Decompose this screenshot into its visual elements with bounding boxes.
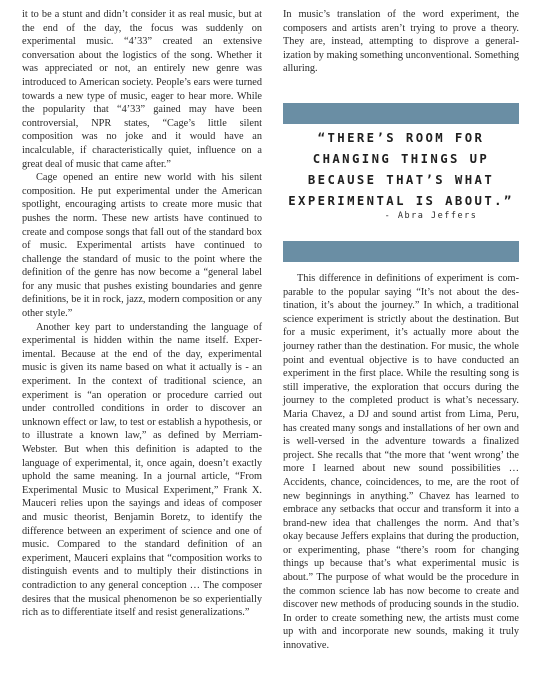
pull-quote-text [283,124,519,212]
pull-quote-line: “THERE’S ROOM FOR [317,131,485,145]
right-body-column [283,272,519,653]
pull-quote-line: CHANGING THINGS UP [312,152,490,166]
body-paragraph: it to be a stunt and didn’t consider it as real music, but at the end of the day, the focus was suddenly on experimental music. “4’33” created an extensive conversation about the logistics of the song. Whether it was appreciated or not, an entirely new genre was introduced to American society. People’s ears were turned towards a new type of music, eager to hear more. While the popularity that “4’33” gained may have been controversial, NPR states, “Cage’s little silent composition was no joke and it would have an incalculable, if characteristically quiet, influence on a great deal of music that came after.” [22,9,262,170]
left-text-column [22,8,262,620]
pull-quote-top-bar [283,103,519,124]
pull-quote-attribution: - Abra Jeffers [384,211,478,221]
body-paragraph: This difference in definitions of experiment is comparable to the popular saying “It’s not about the destination, it’s about the journey.” In which, a traditional science experiment is strictly about the destination. But for a music experiment, it’s actually more about the journey rather than the destination. For music, the whole point and eventual objective is to have conducted an experiment in the first place. While the resulting song is still imperative, the exploration that occurs during the journey to the completed product is what’s necessary. Maria Chavez, a DJ and sound artist from Lima, Peru, has created many songs and installations of her own and is well-versed in the adventure towards a finalized project. She recalls that “the more that ‘went wrong’ the more I learned about new sound possibilities … Accidents, chance, coincidences, to me, are the root of new beginnings in anything.” Chavez has learned to embrace any setbacks that occur and transform it into a brand-new idea that challenges the norm. And that’s okay because Jeffers explains that during the production, or experimenting, phase “there’s room for changing things up because that’s what experimental music is about.” The purpose of what would be the procedure in the common science lab has now become to create and discover new methods of producing sounds in the studio. In order to create something new, the artists must come up with and incorporate new sounds, making it truly innovative. [283,273,519,652]
pull-quote [283,124,519,241]
pull-quote-bottom-bar [283,241,519,262]
pull-quote-line: BECAUSE THAT’S WHAT [307,173,495,187]
body-paragraph: In music’s translation of the word experiment, the composers and artists aren’t trying to prove a theory. They are, instead, attempting to disprove a generalization by making something unconventional. Something alluring. [283,9,519,75]
right-intro-column [283,8,519,76]
body-paragraph: Another key part to understanding the language of experimental is hidden within the name itself. Experimental. Because at the end of the day, experimental music is given its name based on what it actually is - an experiment. In the context of traditional science, an experiment is “an operation or procedure carried out under controlled conditions in order to discover an unknown effect or law, to test or establish a hypothesis, or to illustrate a known law,” as defined by Merriam-Webster. But when this definition is adapted to the language of experimental, it, once again, doesn’t exactly uphold the same meaning. In a journal article, “From Experimental Music to Musical Experiment,” Frank X. Mauceri relies upon the sayings and ideas of composer and music theorist, Benjamin Boretz, to identify the difference between an experiment of science and one of music. Compared to the standard definition of an experiment, Mauceri explains that “composition works to distinguish events and to multiply their distinctions in contradiction to any general conception … The composer desires that the musical phenomenon be so experientially rich as to differentiate itself and resist generalizations.” [22,321,262,619]
body-paragraph: Cage opened an entire new world with his silent composition. He put experimental under the American spotlight, encouraging artists to create more music that pushes the norm. These new artists have continued to create and compose songs that fall out of the standard box of music. Experimental artists have continued to challenge the standard of music to the point where the definition of the genre has now become a “general label for any music that pushes existing boundaries and genre definitions, be it in rock, jazz, modern composition or any other style.” [22,172,262,320]
pull-quote-line: EXPERIMENTAL IS ABOUT.” [288,194,514,208]
